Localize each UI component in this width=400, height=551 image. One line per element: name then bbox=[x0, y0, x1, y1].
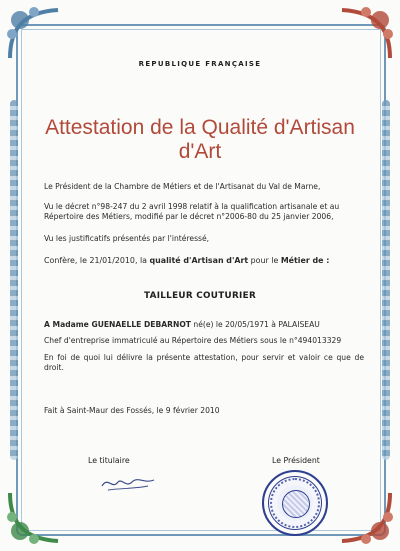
confere-qualite: qualité d'Artisan d'Art bbox=[149, 256, 249, 265]
holder-birth: né(e) le 20/05/1971 à PALAISEAU bbox=[193, 320, 320, 329]
document-title bbox=[40, 116, 360, 164]
corner-ornament-bottom-left bbox=[2, 485, 66, 549]
corner-ornament-top-right bbox=[334, 2, 398, 66]
paragraph-decree: Vu le décret n°98-247 du 2 avril 1998 relatif à la qualification artisanale et au Répertoire des Métiers, modifié par le décret n°2006-80 du 25 janvier 2006, bbox=[44, 202, 340, 221]
paragraph-registration: Chef d'entreprise immatriculé au Répertoire des Métiers sous le n°494013329 bbox=[44, 336, 342, 345]
paragraph-fait-a: Fait à Saint-Maur des Fossés, le 9 février 2010 bbox=[44, 406, 220, 415]
handwritten-signature bbox=[100, 472, 156, 494]
metier-title: TAILLEUR COUTURIER bbox=[143, 291, 257, 301]
paragraph-justificatifs: Vu les justificatifs présentés par l'intéressé, bbox=[44, 234, 210, 243]
holder-signature-label: Le titulaire bbox=[88, 456, 130, 465]
paragraph-en-foi: En foi de quoi lui délivre la présente attestation, pour servir et valoir ce que de droit. bbox=[44, 353, 364, 372]
paragraph-president: Le Président de la Chambre de Métiers et de l'Artisanat du Val de Marne, bbox=[44, 182, 321, 191]
holder-name: A Madame GUENAELLE DEBARNOT bbox=[44, 320, 191, 329]
decorative-border bbox=[16, 24, 386, 536]
corner-ornament-bottom-right bbox=[334, 485, 398, 549]
title-line-1: Attestation de la Qualité d'Artisan bbox=[45, 116, 355, 139]
border-vine-right bbox=[382, 100, 390, 460]
corner-ornament-top-left bbox=[2, 2, 66, 66]
confere-prefix: Confère, le 21/01/2010, la bbox=[44, 256, 147, 265]
border-vine-left bbox=[10, 100, 18, 460]
confere-metier: Métier de : bbox=[280, 256, 330, 265]
official-seal bbox=[262, 470, 328, 536]
paragraph-confere bbox=[44, 256, 364, 266]
seal-emblem bbox=[282, 490, 310, 518]
president-signature-label: Le Président bbox=[272, 456, 320, 465]
title-line-2: d'Art bbox=[178, 140, 222, 163]
republic-header: REPUBLIQUE FRANÇAISE bbox=[138, 60, 262, 68]
confere-mid: pour le bbox=[250, 256, 279, 265]
paragraph-holder bbox=[44, 320, 364, 330]
